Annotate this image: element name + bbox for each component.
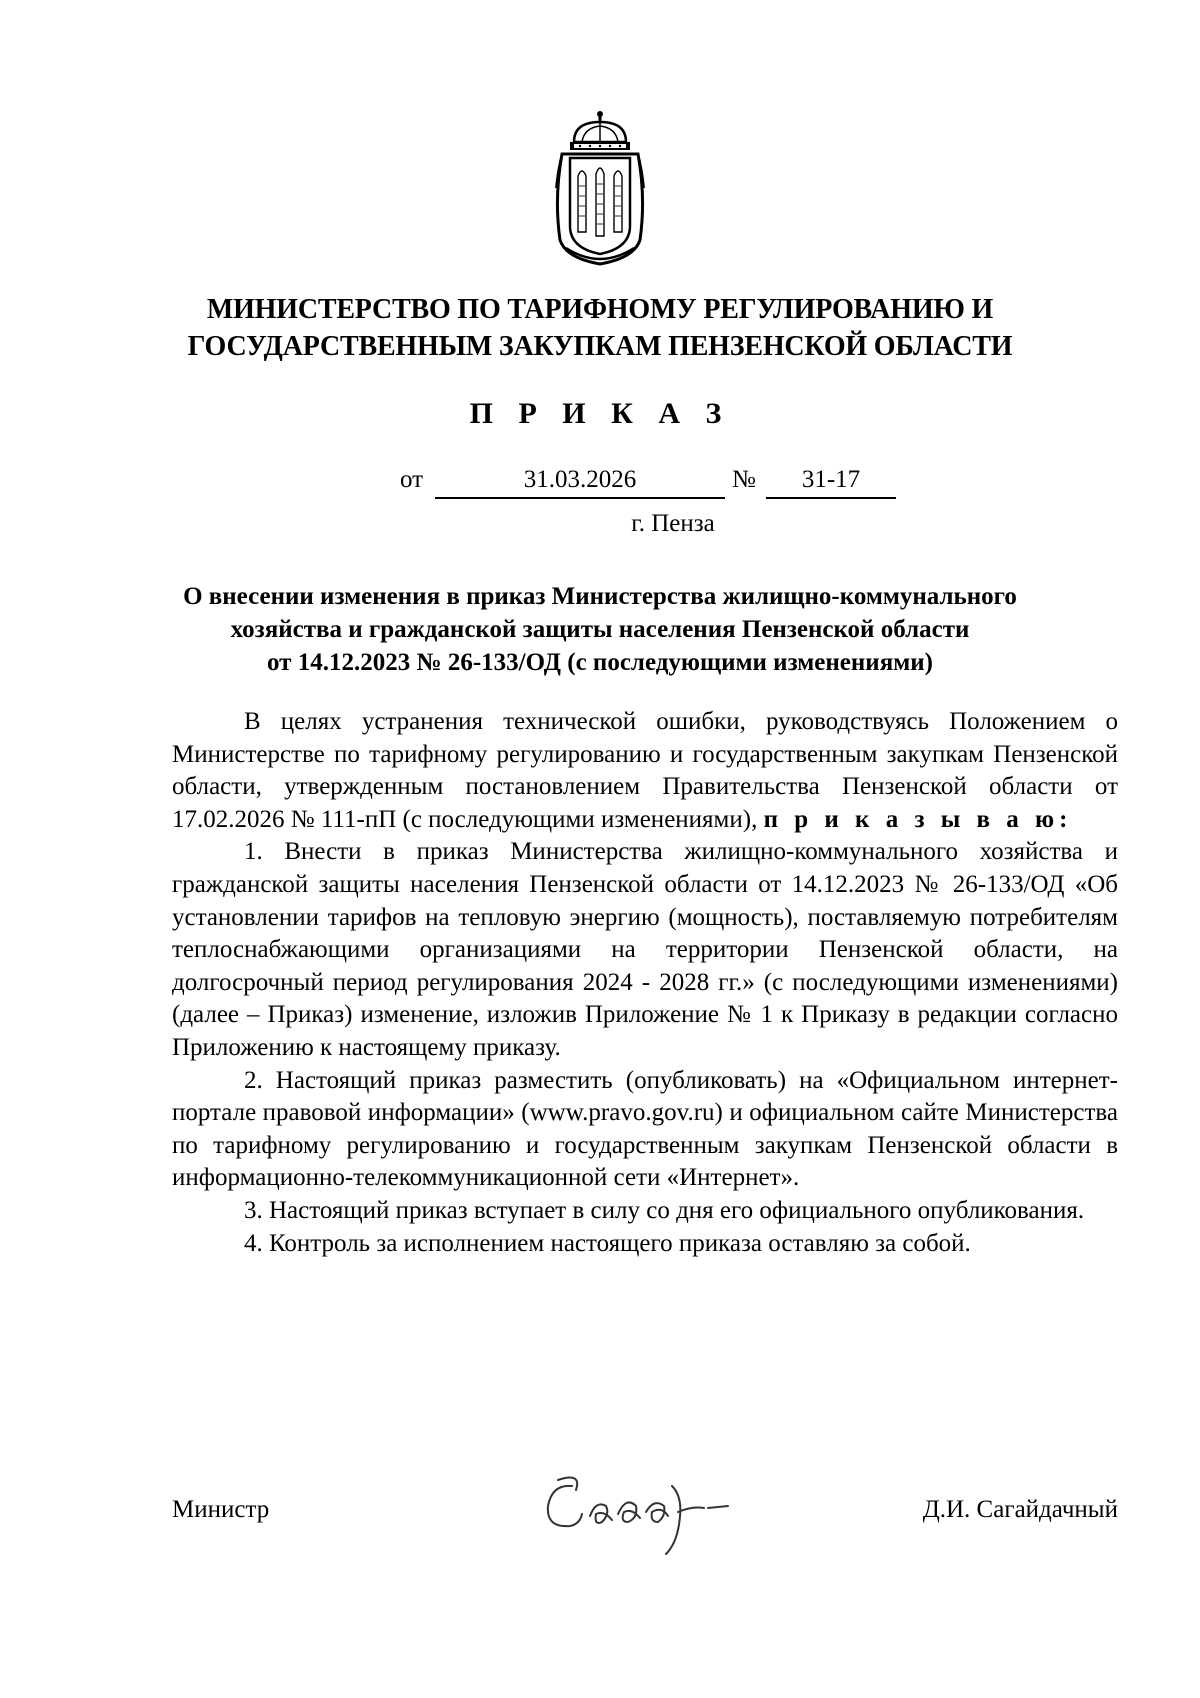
item-1-paragraph: 1. Внести в приказ Министерства жилищно-коммунального хозяйства и гражданской защиты населения Пензенской области от 14.12.2023 № 26-133/ОД «Об установлении тарифов на тепловую энергию (мощность), поставляемую потребителям теплоснабжающими организациями на территории Пензенской области, на долгосрочный период регулирования 2024 - 2028 гг.» (с последующими изменениями) (далее – Приказ) изменение, изложив Приложение № 1 к Приказу в редакции согласно Приложению к настоящему приказу.	[172, 838, 1118, 1061]
order-number: 31-17	[766, 466, 896, 499]
signatory-name: Д.И. Сагайдачный	[922, 1496, 1118, 1523]
signatory-position: Министр	[172, 1496, 270, 1523]
coat-of-arms-emblem	[552, 108, 648, 270]
city-name: г. Пенза	[631, 510, 715, 537]
preamble-paragraph	[172, 706, 1118, 836]
item-4-paragraph: 4. Контроль за исполнением настоящего приказа оставляю за собой.	[244, 1229, 971, 1257]
handwritten-signature	[532, 1456, 792, 1566]
document-type-title: П Р И К А З	[469, 397, 731, 430]
ministry-name	[160, 291, 1040, 365]
subject-line3: от 14.12.2023 № 26-133/ОД (с последующими изменениями)	[267, 649, 933, 676]
item-3-paragraph: 3. Настоящий приказ вступает в силу со дня его официального опубликования.	[244, 1196, 1085, 1224]
signature-block	[172, 1476, 1118, 1576]
order-date: 31.03.2026	[435, 466, 725, 499]
subject-line1: О внесении изменения в приказ Министерства жилищно-коммунального	[183, 583, 1017, 610]
subject-line2: хозяйства и гражданской защиты населения Пензенской области	[230, 616, 970, 643]
order-subject	[160, 580, 1040, 679]
item-2-paragraph: 2. Настоящий приказ разместить (опубликовать) на «Официальном интернет-портале правовой информации» (www.pravo.gov.ru) и официальном сайте Министерства по тарифному регулированию и государственным закупкам Пензенской области в информационно-телекоммуникационной сети «Интернет».	[172, 1066, 1118, 1192]
order-body	[172, 706, 1118, 1260]
ministry-name-line2: ГОСУДАРСТВЕННЫМ ЗАКУПКАМ ПЕНЗЕНСКОЙ ОБЛАСТИ	[187, 331, 1013, 362]
number-label: №	[732, 466, 756, 493]
ministry-name-line1: МИНИСТЕРСТВО ПО ТАРИФНОМУ РЕГУЛИРОВАНИЮ И	[206, 294, 994, 325]
preamble-text: В целях устранения технической ошибки, руководствуясь Положением о Министерстве по тарифному регулированию и государственным закупкам Пензенской области, утвержденным постановлением Правительства Пензенской области от 17.02.2026 № 111-пП (с последующими изменениями),	[172, 708, 1118, 833]
order-word: п р и к а з ы в а ю:	[763, 805, 1073, 833]
from-label: от	[400, 466, 424, 493]
